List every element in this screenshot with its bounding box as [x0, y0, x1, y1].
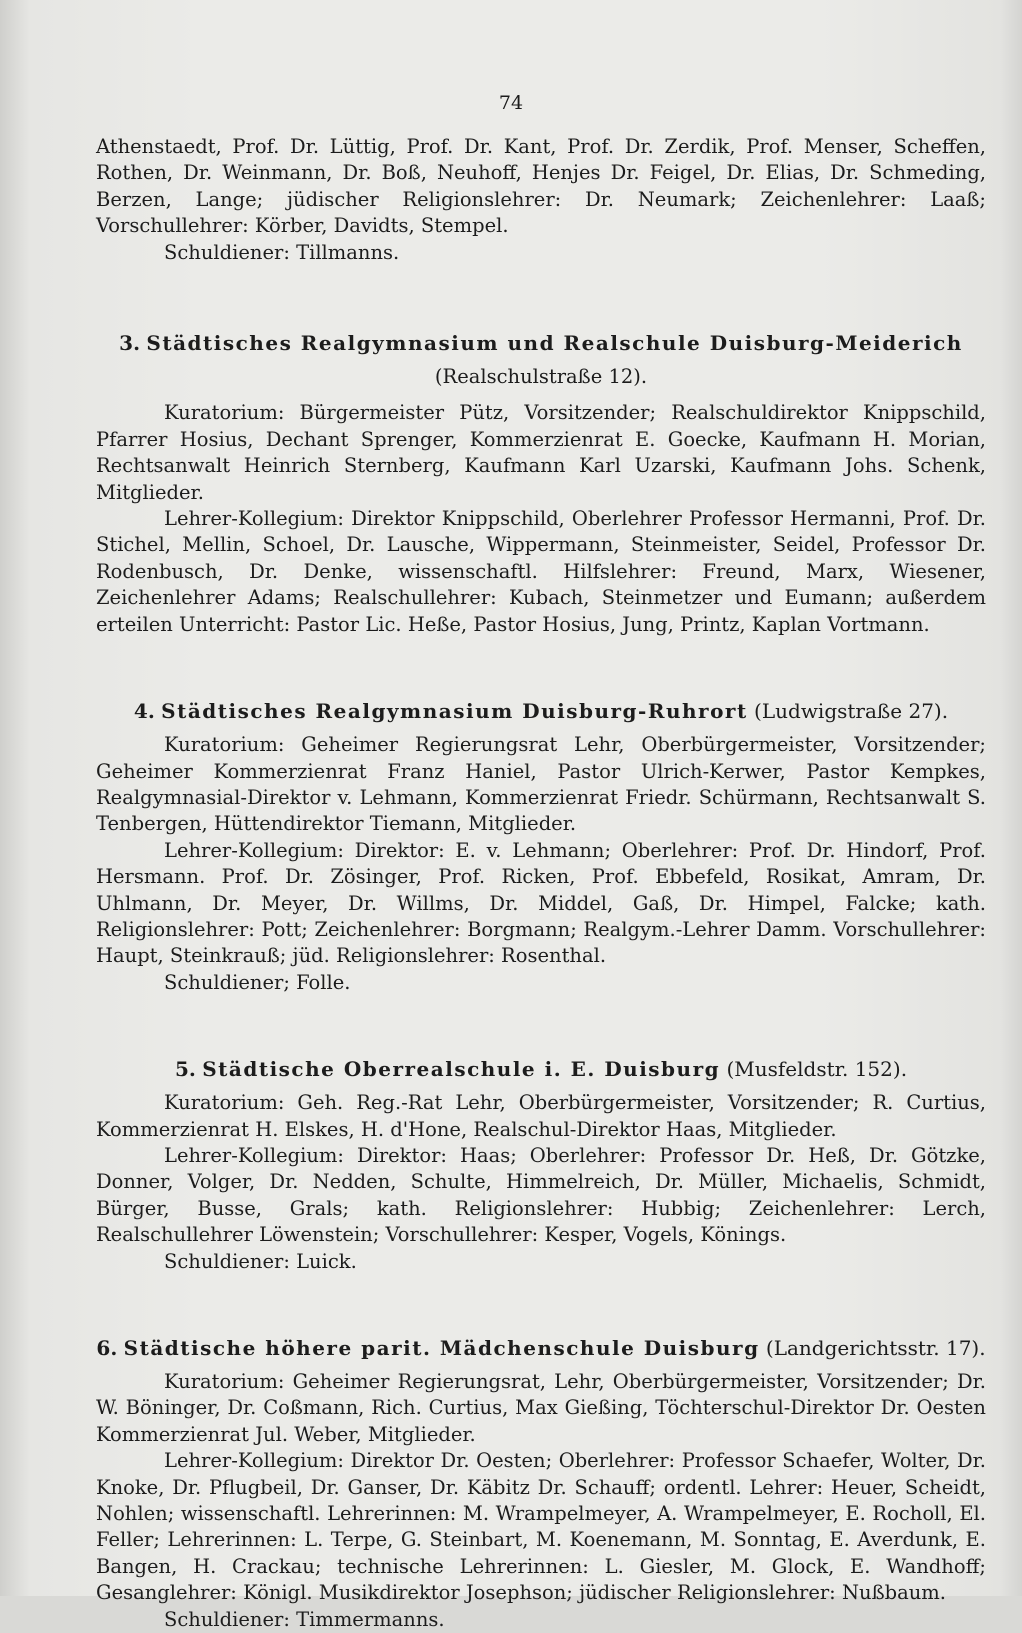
page-number: 74 — [498, 92, 524, 114]
section-heading — [96, 1054, 986, 1084]
intro-paragraph: Athenstaedt, Prof. Dr. Lüttig, Prof. Dr. Kant, Prof. Dr. Zerdik, Prof. Menser, Scheffen, Rothen, Dr. Weinmann, Dr. Boß, Neuhoff, Henjes Dr. Feigel, Dr. Elias, Dr. Schmeding, Berzen, Lange; jüdischer Religionslehrer: Dr. Neumark; Zeichenlehrer: Laaß; Vorschullehrer: Körber, Davidts, Stempel. — [96, 135, 986, 238]
section-subtitle: (Realschulstraße 12). — [434, 365, 648, 389]
section-6 — [96, 1333, 986, 1633]
section-heading — [96, 1333, 986, 1363]
kollegium-paragraph: Lehrer-Kollegium: Direktor: E. v. Lehmann; Oberlehrer: Prof. Dr. Hindorf, Prof. Hersmann. Prof. Dr. Zösinger, Prof. Ricken, Prof. Ebbefeld, Rosikat, Amram, Dr. Uhlmann, Dr. Meyer, Dr. Willms, Dr. Middel, Gaß, Dr. Himpel, Falcke; kath. Religionslehrer: Pott; Zeichenlehrer: Borgmann; Realgym.-Lehrer Damm. Vorschullehrer: Haupt, Steinkrauß; jüd. Religionslehrer: Rosenthal. — [96, 838, 986, 968]
section-5 — [96, 1054, 986, 1275]
schuldiener-line: Schuldiener: Timmermanns. — [164, 1607, 445, 1631]
section-number: 5. — [174, 1057, 196, 1082]
kollegium-paragraph: Lehrer-Kollegium: Direktor: Haas; Oberlehrer: Professor Dr. Heß, Dr. Götzke, Donner, Volger, Dr. Nedden, Schulte, Himmelreich, Dr. Müller, Michaelis, Schmidt, Bürger, Busse, Grals; kath. Religionslehrer: Hubbig; Zeichenlehrer: Lerch, Realschullehrer Löwenstein; Vorschullehrer: Kesper, Vogels, Könings. — [96, 1143, 986, 1247]
section-title: Städtisches Realgymnasium und Realschule Duisburg-Meiderich — [146, 331, 963, 356]
section-4 — [96, 696, 986, 996]
kuratorium-paragraph: Kuratorium: Geh. Reg.-Rat Lehr, Oberbürgermeister, Vorsitzender; R. Curtius, Kommerzienrat H. Elskes, H. d'Hone, Realschul-Direktor Haas, Mitglieder. — [96, 1091, 986, 1141]
section-number: 3. — [119, 331, 141, 356]
section-address: (Landgerichtsstr. 17). — [765, 1336, 986, 1360]
intro-schuldiener: Schuldiener: Tillmanns. — [164, 240, 400, 264]
section-number: 6. — [96, 1336, 118, 1360]
schuldiener-line: Schuldiener; Folle. — [164, 970, 351, 994]
kollegium-paragraph: Lehrer-Kollegium: Direktor Knippschild, Oberlehrer Professor Hermanni, Prof. Dr. Stichel, Mellin, Schoel, Dr. Lausche, Wippermann, Steinmeister, Seidel, Professor Dr. Rodenbusch, Dr. Denke, wissenschaftl. Hilfslehrer: Freund, Marx, Wiesener, Zeichenlehrer Adams; Realschullehrer: Kubach, Steinmetzer und Eumann; außerdem erteilen Unterricht: Pastor Lic. Heße, Pastor Hosius, Jung, Printz, Kaplan Vortmann. — [96, 507, 986, 636]
intro-block — [96, 134, 986, 266]
section-title: Städtische höhere parit. Mädchenschule Duisburg — [123, 1336, 760, 1360]
kuratorium-paragraph: Kuratorium: Geheimer Regierungsrat, Lehr, Oberbürgermeister, Vorsitzender; Dr. W. Böninger, Dr. Coßmann, Rich. Curtius, Max Gießing, Töchterschul-Direktor Dr. Oesten Kommerzienrat Jul. Weber, Mitglieder. — [96, 1370, 986, 1446]
kollegium-paragraph: Lehrer-Kollegium: Direktor Dr. Oesten; Oberlehrer: Professor Schaefer, Wolter, Dr. Knoke, Dr. Pflugbeil, Dr. Ganser, Dr. Käbitz Dr. Schauff; ordentl. Lehrer: Heuer, Scheidt, Nohlen; wissenschaftl. Lehrerinnen: M. Wrampelmeyer, A. Wrampelmeyer, E. Rocholl, El. Feller; Lehrerinnen: L. Terpe, G. Steinbart, M. Koenemann, M. Sonntag, E. Averdunk, E. Bangen, H. Crackau; technische Lehrerinnen: L. Giesler, M. Glock, E. Wandhoff; Gesanglehrer: Königl. Musikdirektor Josephson; jüdischer Religionslehrer: Nußbaum. — [96, 1449, 986, 1605]
section-title: Städtische Oberrealschule i. E. Duisburg — [202, 1057, 721, 1082]
schuldiener-line: Schuldiener: Luick. — [164, 1249, 357, 1273]
kuratorium-paragraph: Kuratorium: Geheimer Regierungsrat Lehr, Oberbürgermeister, Vorsitzender; Geheimer Kommerzienrat Franz Haniel, Pastor Ulrich-Kerwer, Pastor Kempkes, Realgymnasial-Direktor v. Lehmann, Kommerzienrat Friedr. Schürmann, Rechtsanwalt S. Tenbergen, Hüttendirektor Tiemann, Mitglieder. — [96, 733, 986, 836]
section-title: Städtisches Realgymnasium Duisburg-Ruhrort — [161, 699, 748, 724]
section-heading — [96, 328, 986, 358]
section-number: 4. — [133, 699, 155, 724]
section-address: (Ludwigstraße 27). — [754, 699, 949, 724]
kuratorium-paragraph: Kuratorium: Bürgermeister Pütz, Vorsitzender; Realschuldirektor Knippschild, Pfarrer Hosius, Dechant Sprenger, Kommerzienrat E. Goecke, Kaufmann H. Morian, Rechtsanwalt Heinrich Sternberg, Kaufmann Karl Uzarski, Kaufmann Johs. Schenk, Mitglieder. — [96, 401, 986, 504]
section-3 — [96, 328, 986, 638]
section-heading — [96, 696, 986, 726]
page-content — [96, 134, 986, 1633]
section-address: (Musfeldstr. 152). — [726, 1057, 908, 1082]
